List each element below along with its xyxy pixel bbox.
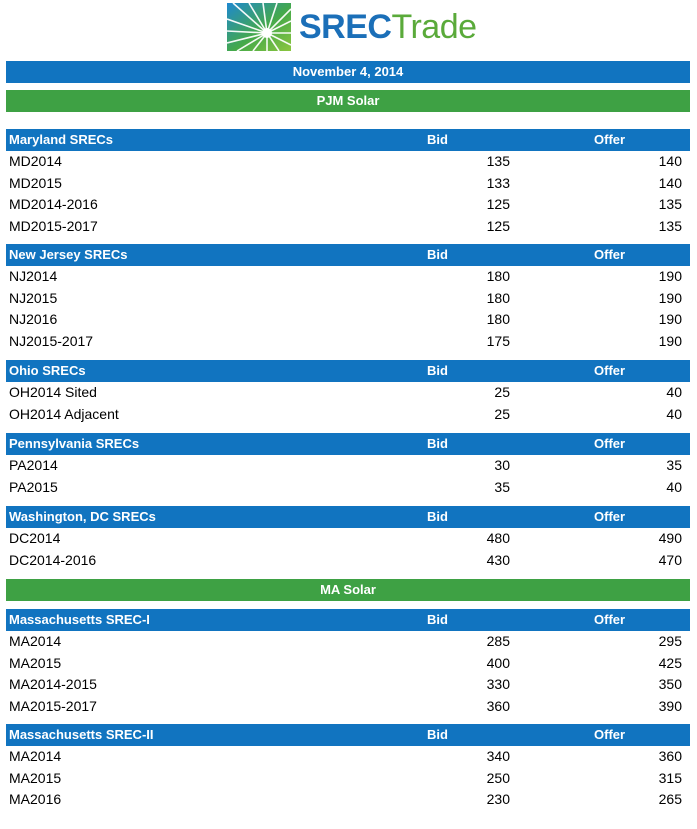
bid-value: 135 [486, 153, 510, 169]
offer-column-header: Offer [594, 132, 626, 147]
section-massachusetts-srec-i [6, 609, 690, 717]
offer-value: 40 [666, 405, 682, 422]
bid-value: 180 [486, 268, 510, 284]
table-row [6, 266, 690, 288]
table-row [6, 382, 690, 404]
product-name: NJ2014 [9, 268, 58, 284]
table-row [6, 404, 690, 426]
table-row [6, 288, 690, 310]
product-name: MA2014-2015 [9, 676, 97, 692]
product-name: DC2014 [9, 530, 61, 546]
bid-value: 35 [494, 478, 510, 495]
product-name: MA2014 [9, 633, 62, 649]
bid-value: 340 [486, 748, 510, 764]
offer-value: 35 [666, 457, 682, 473]
section-header [6, 433, 690, 455]
product-name: NJ2016 [9, 311, 58, 327]
product-name: MA2015-2017 [9, 697, 97, 714]
section-title: New Jersey SRECs [9, 247, 128, 262]
bid-value: 230 [486, 791, 510, 807]
table-row [6, 674, 690, 696]
bid-column-header: Bid [427, 727, 448, 742]
bid-value: 25 [494, 405, 510, 422]
bid-value: 400 [486, 654, 510, 671]
offer-column-header: Offer [594, 509, 626, 524]
offer-column-header: Offer [594, 247, 626, 262]
product-name: MD2014-2016 [9, 196, 98, 212]
section-title: Massachusetts SREC-I [9, 612, 150, 627]
section-title: Maryland SRECs [9, 132, 114, 147]
product-name: MA2014 [9, 748, 62, 764]
table-row [6, 768, 690, 790]
date-bar: November 4, 2014 [6, 61, 690, 83]
section-title: Ohio SRECs [9, 363, 86, 378]
table-row [6, 746, 690, 768]
offer-value: 190 [658, 289, 682, 306]
bid-value: 180 [486, 311, 510, 327]
product-name: MA2015 [9, 654, 62, 671]
bid-value: 330 [486, 676, 510, 692]
group-header-pjm: PJM Solar [6, 90, 690, 112]
offer-value: 135 [658, 196, 682, 212]
section-ohio [6, 360, 690, 425]
bid-value: 285 [486, 633, 510, 649]
section-header [6, 724, 690, 746]
section-washington-dc [6, 506, 690, 571]
offer-value: 315 [658, 769, 682, 786]
product-name: MD2015 [9, 174, 62, 191]
section-pennsylvania [6, 433, 690, 498]
offer-value: 140 [658, 153, 682, 169]
bid-column-header: Bid [427, 132, 448, 147]
offer-column-header: Offer [594, 727, 626, 742]
offer-column-header: Offer [594, 612, 626, 627]
bid-column-header: Bid [427, 247, 448, 262]
offer-value: 40 [666, 478, 682, 495]
product-name: MA2016 [9, 791, 62, 807]
section-header [6, 360, 690, 382]
table-row [6, 173, 690, 195]
bid-column-header: Bid [427, 509, 448, 524]
section-title: Pennsylvania SRECs [9, 436, 140, 451]
bid-value: 125 [486, 217, 510, 234]
offer-column-header: Offer [594, 363, 626, 378]
offer-value: 350 [658, 676, 682, 692]
offer-value: 360 [658, 748, 682, 764]
offer-value: 40 [666, 384, 682, 400]
section-header [6, 506, 690, 528]
bid-value: 125 [486, 196, 510, 212]
table-row [6, 331, 690, 353]
section-title: Washington, DC SRECs [9, 509, 156, 524]
bid-value: 430 [486, 551, 510, 568]
brand-trade: Trade [391, 8, 477, 46]
product-name: OH2014 Adjacent [9, 405, 119, 422]
product-name: NJ2015 [9, 289, 58, 306]
section-massachusetts-srec-ii [6, 724, 690, 811]
bid-value: 133 [486, 174, 510, 191]
offer-value: 190 [658, 268, 682, 284]
brand-srec: SREC [299, 8, 392, 46]
section-title: Massachusetts SREC-II [9, 727, 154, 742]
section-header [6, 129, 690, 151]
offer-value: 190 [658, 332, 682, 349]
bid-column-header: Bid [427, 363, 448, 378]
offer-value: 390 [658, 697, 682, 714]
offer-value: 140 [658, 174, 682, 191]
table-row [6, 455, 690, 477]
sunburst-logo-icon [227, 3, 291, 51]
section-header [6, 244, 690, 266]
product-name: PA2014 [9, 457, 58, 473]
bid-value: 250 [486, 769, 510, 786]
offer-column-header: Offer [594, 436, 626, 451]
section-maryland [6, 129, 690, 237]
brand-wordmark [299, 3, 477, 51]
section-new-jersey [6, 244, 690, 352]
bid-value: 480 [486, 530, 510, 546]
product-name: MD2015-2017 [9, 217, 98, 234]
table-row [6, 696, 690, 718]
table-row [6, 550, 690, 572]
table-row [6, 216, 690, 238]
table-row [6, 789, 690, 811]
product-name: PA2015 [9, 478, 58, 495]
product-name: NJ2015-2017 [9, 332, 94, 349]
bid-value: 180 [486, 289, 510, 306]
offer-value: 470 [658, 551, 682, 568]
offer-value: 265 [658, 791, 682, 807]
product-name: OH2014 Sited [9, 384, 97, 400]
table-row [6, 528, 690, 550]
bid-value: 25 [494, 384, 510, 400]
table-row [6, 309, 690, 331]
table-row [6, 653, 690, 675]
table-row [6, 631, 690, 653]
offer-value: 425 [658, 654, 682, 671]
srectrade-logo [227, 3, 477, 51]
bid-value: 360 [486, 697, 510, 714]
table-row [6, 194, 690, 216]
offer-value: 490 [658, 530, 682, 546]
section-header [6, 609, 690, 631]
product-name: MA2015 [9, 769, 62, 786]
group-header-ma: MA Solar [6, 579, 690, 601]
product-name: DC2014-2016 [9, 551, 97, 568]
product-name: MD2014 [9, 153, 62, 169]
table-row [6, 151, 690, 173]
bid-column-header: Bid [427, 436, 448, 451]
bid-column-header: Bid [427, 612, 448, 627]
bid-value: 30 [494, 457, 510, 473]
offer-value: 295 [658, 633, 682, 649]
offer-value: 190 [658, 311, 682, 327]
offer-value: 135 [658, 217, 682, 234]
table-row [6, 477, 690, 499]
bid-value: 175 [486, 332, 510, 349]
